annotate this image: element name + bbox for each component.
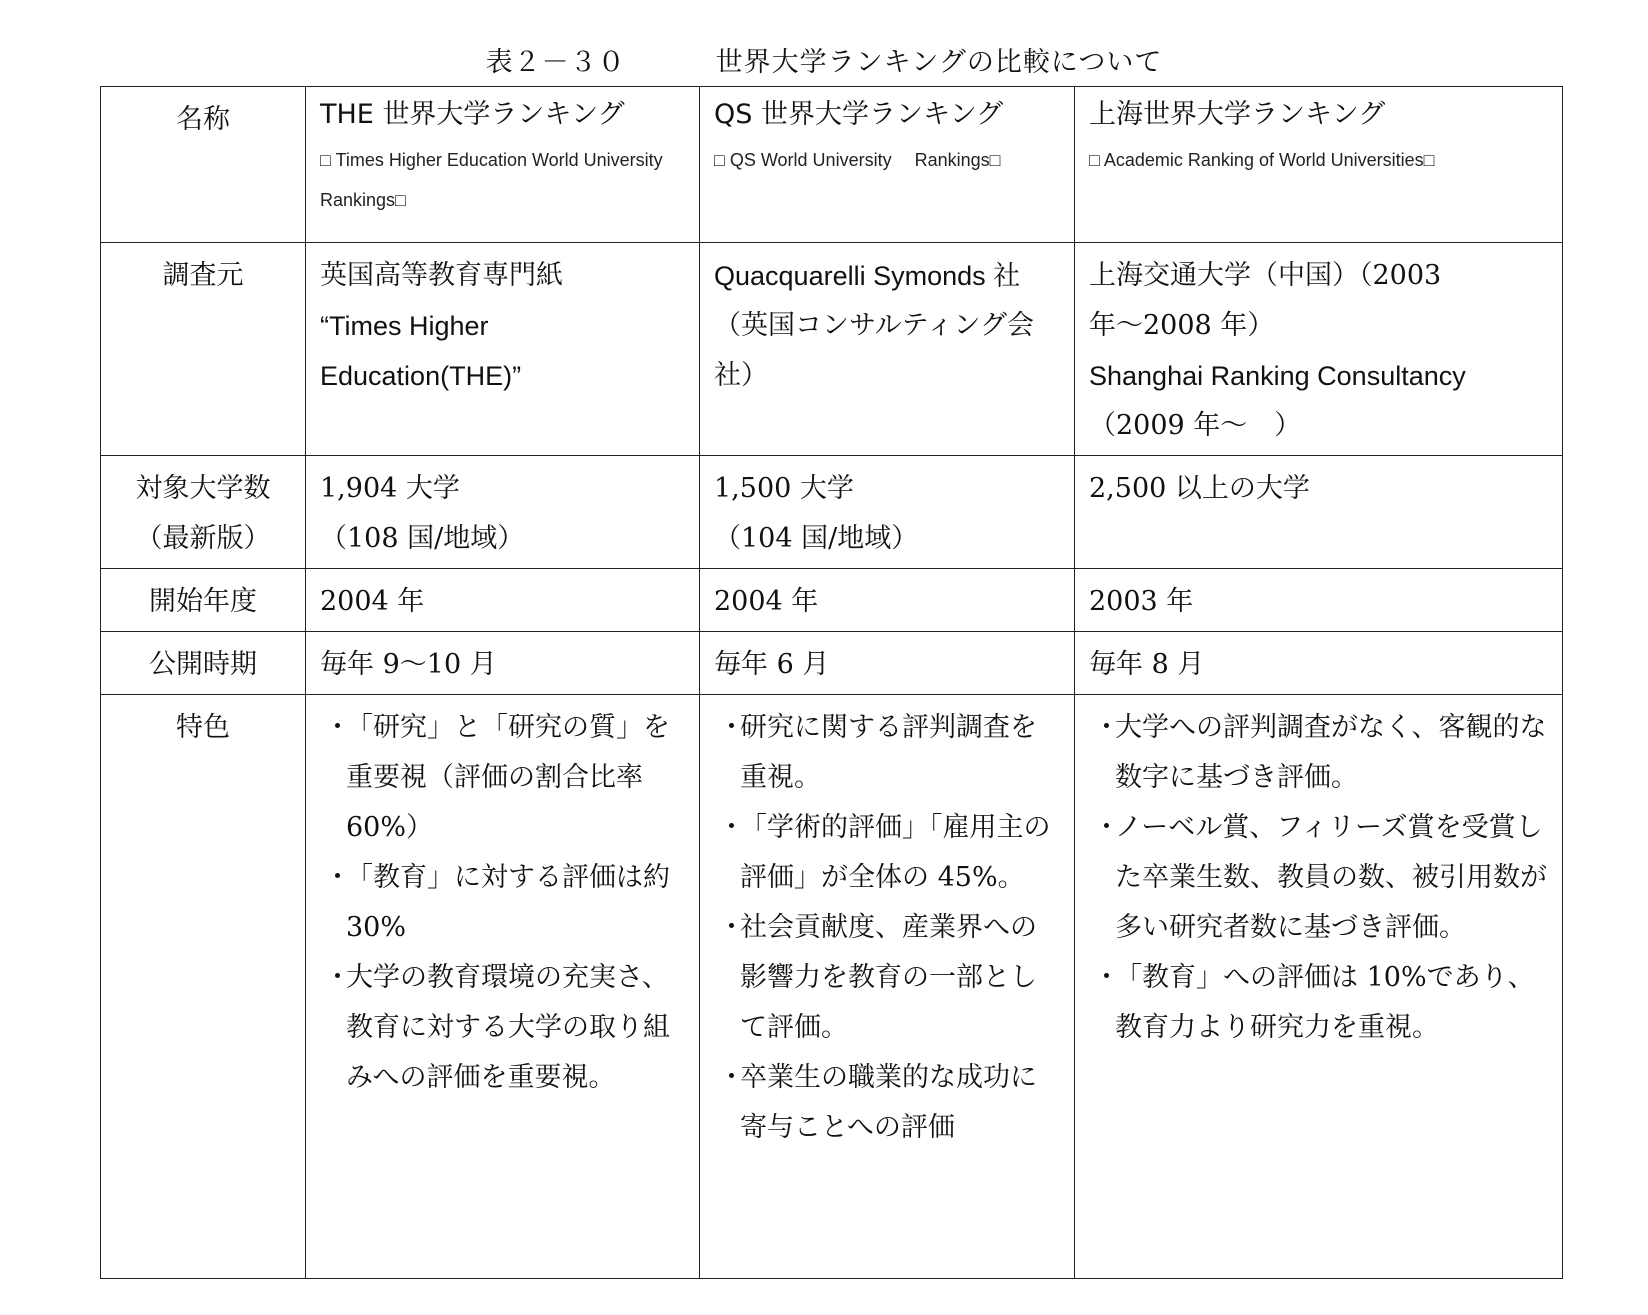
list-item: ・ 大学の教育環境の充実さ、教育に対する大学の取り組みへの評価を重要視。 — [320, 953, 685, 1103]
shanghai-source-line4: （2009 年～ ） — [1089, 410, 1302, 441]
row-label-name: 名称 — [101, 87, 306, 243]
cell-shanghai-publish: 毎年 8 月 — [1075, 632, 1563, 695]
row-label-count-line1: 対象大学数 — [135, 473, 271, 504]
cell-qs-start: 2004 年 — [700, 569, 1075, 632]
bullet-icon: ・ — [718, 812, 745, 843]
bullet-icon: ・ — [324, 962, 351, 993]
bullet-icon: ・ — [718, 912, 745, 943]
table-row-source — [101, 243, 1563, 456]
shanghai-count: 2,500 以上の大学 — [1089, 473, 1310, 504]
the-subtitle-line2: Rankings□ — [320, 190, 406, 210]
cell-shanghai-name — [1075, 87, 1563, 243]
list-item: ・ ノーベル賞、フィリーズ賞を受賞した卒業生数、教員の数、被引用数が多い研究者数に基づき評価。 — [1089, 803, 1548, 953]
bullet-icon: ・ — [1093, 712, 1120, 743]
row-label-publish: 公開時期 — [101, 632, 306, 695]
row-label-features: 特色 — [101, 695, 306, 1279]
bullet-icon: ・ — [718, 1062, 745, 1093]
cell-qs-features — [700, 695, 1075, 1279]
table-caption: 世界大学ランキングの比較について — [715, 47, 1163, 78]
qs-source-line2: （英国コンサルティング会 — [714, 310, 1034, 341]
list-item: ・ 「教育」への評価は 10%であり、教育力より研究力を重視。 — [1089, 953, 1548, 1053]
row-label-count-line2: （最新版） — [135, 523, 271, 554]
bullet-icon: ・ — [718, 712, 745, 743]
qs-name: QS 世界大学ランキング — [714, 99, 1004, 130]
shanghai-subtitle: □ Academic Ranking of World Universities□ — [1089, 150, 1435, 170]
list-item: ・ 卒業生の職業的な成功に寄与ことへの評価 — [714, 1053, 1060, 1153]
comparison-table — [100, 86, 1563, 1279]
row-label-start: 開始年度 — [101, 569, 306, 632]
cell-shanghai-features — [1075, 695, 1563, 1279]
cell-the-source — [306, 243, 700, 456]
cell-the-publish: 毎年 9～10 月 — [306, 632, 700, 695]
the-source-line2: “Times Higher Education(THE)” — [320, 311, 522, 391]
page-title — [0, 40, 1648, 79]
list-item: ・ 「学術的評価」「雇用主の評価」が全体の 45%。 — [714, 803, 1060, 903]
list-item: ・ 研究に関する評判調査を重視。 — [714, 703, 1060, 803]
shanghai-features-list — [1089, 703, 1548, 1053]
list-item: ・ 「教育」に対する評価は約30% — [320, 853, 685, 953]
table-number: 表２－３０ — [485, 47, 626, 78]
bullet-icon: ・ — [324, 712, 351, 743]
qs-source-line1: Quacquarelli Symonds 社 — [714, 261, 1021, 291]
row-label-source: 調査元 — [101, 243, 306, 456]
qs-count-line1: 1,500 大学 — [714, 473, 854, 504]
table-row-count — [101, 456, 1563, 569]
cell-qs-publish: 毎年 6 月 — [700, 632, 1075, 695]
table-row-name — [101, 87, 1563, 243]
qs-features-list — [714, 703, 1060, 1153]
the-name: THE 世界大学ランキング — [320, 99, 625, 130]
cell-qs-source — [700, 243, 1075, 456]
table-row-publish — [101, 632, 1563, 695]
cell-the-features — [306, 695, 700, 1279]
cell-the-name — [306, 87, 700, 243]
list-item: ・ 社会貢献度、産業界への影響力を教育の一部として評価。 — [714, 903, 1060, 1053]
the-subtitle-line1: □ Times Higher Education World University — [320, 150, 663, 170]
list-item: ・ 「研究」と「研究の質」を重要視（評価の割合比率60%） — [320, 703, 685, 853]
shanghai-source-line2: 年～2008 年） — [1089, 310, 1275, 341]
the-count-line1: 1,904 大学 — [320, 473, 460, 504]
qs-count-line2: （104 国/地域） — [714, 523, 919, 554]
table-row-start — [101, 569, 1563, 632]
the-features-list — [320, 703, 685, 1103]
cell-shanghai-count — [1075, 456, 1563, 569]
shanghai-source-line3: Shanghai Ranking Consultancy — [1089, 361, 1466, 391]
shanghai-name: 上海世界大学ランキング — [1089, 99, 1386, 130]
cell-qs-name — [700, 87, 1075, 243]
list-item: ・ 大学への評判調査がなく、客観的な数字に基づき評価。 — [1089, 703, 1548, 803]
bullet-icon: ・ — [324, 862, 351, 893]
shanghai-source-line1: 上海交通大学（中国）（2003 — [1089, 260, 1442, 291]
bullet-icon: ・ — [1093, 812, 1120, 843]
table-row-features — [101, 695, 1563, 1279]
cell-the-start: 2004 年 — [306, 569, 700, 632]
bullet-icon: ・ — [1093, 962, 1120, 993]
cell-shanghai-source — [1075, 243, 1563, 456]
qs-subtitle: □ QS World University Rankings□ — [714, 150, 1001, 170]
cell-the-count — [306, 456, 700, 569]
the-source-line1: 英国高等教育専門紙 — [320, 260, 563, 291]
row-label-count — [101, 456, 306, 569]
qs-source-line3: 社） — [714, 360, 768, 391]
the-count-line2: （108 国/地域） — [320, 523, 525, 554]
cell-qs-count — [700, 456, 1075, 569]
cell-shanghai-start: 2003 年 — [1075, 569, 1563, 632]
